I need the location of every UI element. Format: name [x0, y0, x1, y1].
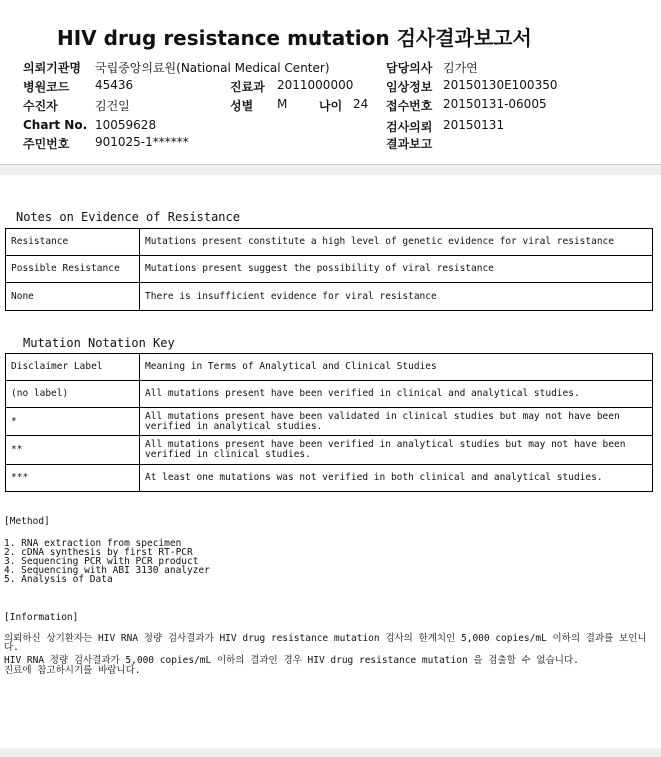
report-date-label: 결과보고 [386, 137, 433, 151]
chart-no-label: Chart No. [23, 118, 88, 132]
notation-label-cell: (no label) [6, 381, 140, 408]
dept-value: 2011000000 [277, 78, 354, 92]
method-item: 4. Sequencing with ABI 3130 analyzer [4, 565, 210, 576]
notes-label-cell: Possible Resistance [6, 256, 140, 283]
age-value: 24 [353, 97, 369, 111]
notes-table [5, 228, 653, 311]
receipt-value: 20150131-06005 [443, 97, 547, 111]
table-row [6, 229, 653, 256]
information-line: 의뢰하신 상기환자는 HIV RNA 정량 검사결과가 HIV drug resistance mutation 검사의 한계치인 5,000 copies/mL 이하의 결과를 보인니다. [4, 633, 647, 653]
chart-no-value: 10059628 [95, 118, 157, 132]
hospital-label: 의뢰기관명 [23, 61, 81, 75]
notation-label-cell: *** [6, 465, 140, 492]
sex-label: 성별 [230, 99, 254, 113]
notation-label-cell: * [6, 408, 140, 436]
notes-text-cell: There is insufficient evidence for viral resistance [140, 283, 653, 311]
notes-text-cell: Mutations present suggest the possibility of viral resistance [140, 256, 653, 283]
notation-label-cell: ** [6, 436, 140, 465]
doctor-value: 김가연 [443, 61, 478, 75]
method-item: 3. Sequencing PCR with PCR product [4, 556, 199, 567]
hospital-code-value: 45436 [95, 78, 134, 92]
notation-text-cell: All mutations present have been verified in analytical studies but may not have been verified in clinical studies. [140, 436, 653, 465]
information-line: 진료에 참고하시기를 바랍니다. [4, 665, 141, 676]
table-row [6, 408, 653, 436]
method-title: [Method] [4, 516, 50, 527]
clinical-label: 임상정보 [386, 80, 433, 94]
hospital-code-label: 병원코드 [23, 80, 70, 94]
patient-value: 김건일 [95, 99, 130, 113]
ssn-label: 주민번호 [23, 137, 70, 151]
ssn-value: 901025-1****** [95, 135, 189, 149]
method-item: 1. RNA extraction from specimen [4, 538, 182, 549]
table-row [6, 381, 653, 408]
notation-header-text: Meaning in Terms of Analytical and Clinical Studies [140, 354, 653, 381]
table-row [6, 436, 653, 465]
report-title: HIV drug resistance mutation 검사결과보고서 [57, 26, 532, 50]
notation-table [5, 353, 653, 492]
receipt-label: 접수번호 [386, 99, 433, 113]
footer-band [0, 748, 661, 757]
notation-header-label: Disclaimer Label [6, 354, 140, 381]
hospital-value: 국립중앙의료원(National Medical Center) [95, 61, 330, 75]
table-row [6, 283, 653, 311]
table-row [6, 465, 653, 492]
notes-label-cell: Resistance [6, 229, 140, 256]
doctor-label: 담당의사 [386, 61, 433, 75]
test-date-value: 20150131 [443, 118, 505, 132]
header-band [0, 165, 661, 175]
sex-value: M [277, 97, 288, 111]
notes-section-title: Notes on Evidence of Resistance [16, 210, 240, 224]
notation-section-title: Mutation Notation Key [23, 336, 175, 350]
notation-text-cell: At least one mutations was not verified in both clinical and analytical studies. [140, 465, 653, 492]
information-title: [Information] [4, 612, 79, 623]
clinical-value: 20150130E100350 [443, 78, 558, 92]
table-row [6, 256, 653, 283]
notes-text-cell: Mutations present constitute a high level of genetic evidence for viral resistance [140, 229, 653, 256]
method-item: 5. Analysis of Data [4, 574, 113, 585]
patient-label: 수진자 [23, 99, 58, 113]
report-header [0, 0, 661, 164]
notes-label-cell: None [6, 283, 140, 311]
dept-label: 진료과 [230, 80, 265, 94]
information-line: HIV RNA 정량 검사결과가 5,000 copies/mL 이하의 결과인 경우 HIV drug resistance mutation 을 검출할 수 없습니다. [4, 655, 579, 666]
method-item: 2. cDNA synthesis by first RT-PCR [4, 547, 193, 558]
test-date-label: 검사의뢰 [386, 120, 433, 134]
table-row [6, 354, 653, 381]
notation-text-cell: All mutations present have been validated in clinical studies but may not have been verified in analytical studies. [140, 408, 653, 436]
notation-text-cell: All mutations present have been verified in clinical and analytical studies. [140, 381, 653, 408]
age-label: 나이 [319, 99, 343, 113]
